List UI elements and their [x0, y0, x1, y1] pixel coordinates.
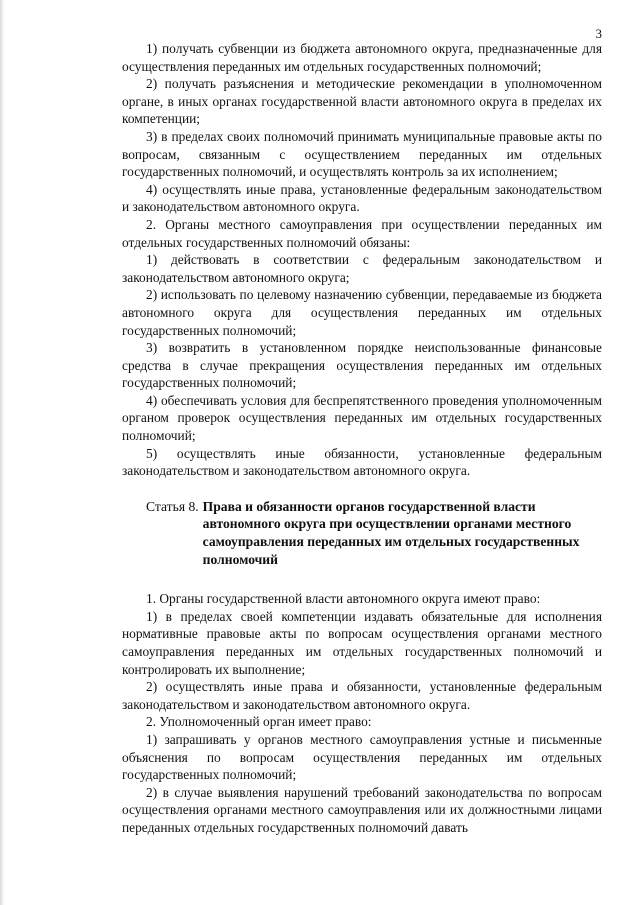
- paragraph-state-rights-intro: 1. Органы государственной власти автономного округа имеют право:: [146, 591, 541, 607]
- paragraph-obligations-4: 4) обеспечивать условия для беспрепятственного проведения уполномоченным органом проверок осуществления переданных им отдельных государственных полномочий;: [122, 392, 602, 444]
- article-title: Права и обязанности органов государственной власти автономного округа при осуществлении органами местного самоуправления переданных им отдельных государственных полномочий: [202, 498, 580, 567]
- paragraph-state-rights-2: 2) осуществлять иные права и обязанности, установленные федеральным законодательством и законодательством автономного округа.: [122, 679, 602, 712]
- document-body: [122, 40, 602, 837]
- paragraph-authorized-1: 1) запрашивать у органов местного самоуправления устные и письменные объяснения по вопросам осуществления переданных им отдельных государственных полномочий;: [122, 731, 602, 783]
- page-number: 3: [595, 26, 602, 41]
- paragraph-authorized-intro: 2. Уполномоченный орган имеет право:: [146, 714, 372, 730]
- paragraph-state-rights-1: 1) в пределах своей компетенции издавать обязательные для исполнения нормативные правовые акты по вопросам осуществления органами местного самоуправления переданных им отдельных государственных полномочий и контролировать их выполнение;: [122, 608, 602, 677]
- scan-edge: [0, 0, 5, 905]
- article-label: Статья 8.: [146, 498, 199, 514]
- paragraph-obligations-2: 2) использовать по целевому назначению субвенции, передаваемые из бюджета автономного округа для осуществления переданных им отдельных государственных полномочий;: [122, 287, 602, 338]
- paragraph-obligations-5: 5) осуществлять иные обязанности, установленные федеральным законодательством и законодательством автономного округа.: [122, 445, 602, 479]
- paragraph-rights-1: 1) получать субвенции из бюджета автономного округа, предназначенные для осуществления переданных им отдельных государственных полномочий;: [122, 41, 602, 74]
- paragraph-rights-2: 2) получать разъяснения и методические рекомендации в уполномоченном органе, в иных органах государственной власти автономного округа в пределах их компетенции;: [122, 76, 602, 127]
- paragraph-obligations-3: 3) возвратить в установленном порядке неиспользованные финансовые средства в случае прекращения осуществления переданных им отдельных государственных полномочий;: [122, 340, 602, 391]
- paragraph-obligations-intro: 2. Органы местного самоуправления при осуществлении переданных им отдельных государственных полномочий обязаны:: [122, 216, 602, 250]
- paragraph-obligations-1: 1) действовать в соответствии с федеральным законодательством и законодательством автономного округа;: [122, 252, 602, 285]
- paragraph-authorized-2: 2) в случае выявления нарушений требований законодательства по вопросам осуществления органами местного самоуправления или их должностными лицами переданных отдельных государственных полномочий давать: [122, 784, 602, 835]
- article-heading: [122, 498, 602, 568]
- paragraph-rights-3: 3) в пределах своих полномочий принимать муниципальные правовые акты по вопросам, связанным с осуществлением переданных им отдельных государственных полномочий, и осуществлять контроль за их исполнением;: [122, 128, 602, 180]
- paragraph-rights-4: 4) осуществлять иные права, установленные федеральным законодательством и законодательством автономного округа.: [122, 181, 602, 215]
